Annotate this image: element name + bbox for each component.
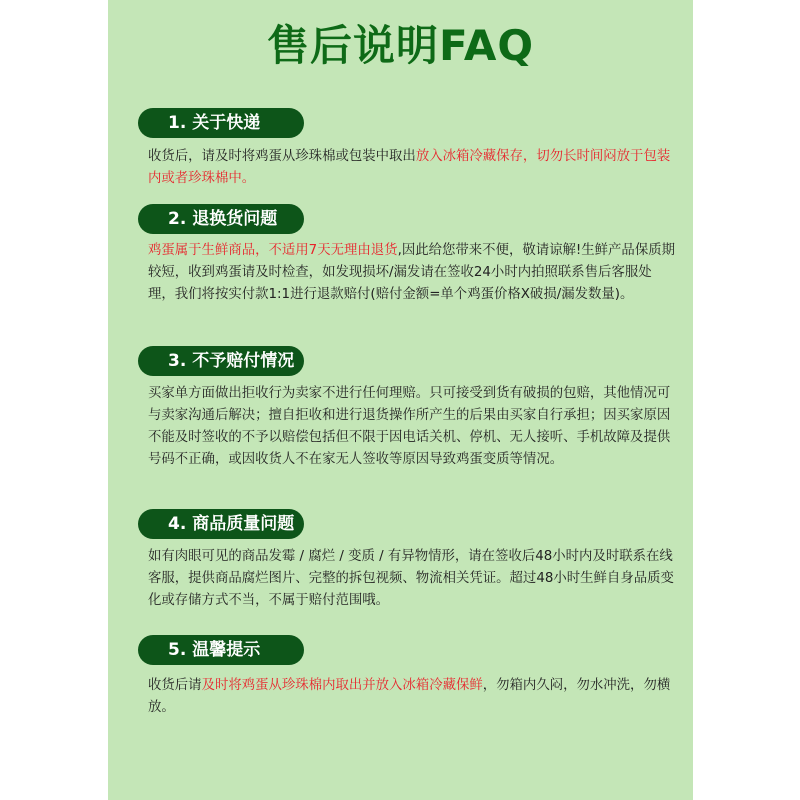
section-body-quality [148, 546, 676, 612]
section-body-express [148, 146, 676, 190]
body-text: 收货后请 [148, 678, 202, 693]
highlight-text: 鸡蛋属于生鲜商品，不适用7天无理由退货 [148, 243, 398, 258]
section-heading-tips: 5. 温馨提示 [138, 635, 304, 665]
section-heading-express: 1. 关于快递 [138, 108, 304, 138]
section-body-returns [148, 240, 676, 306]
faq-panel [108, 0, 693, 800]
section-heading-returns: 2. 退换货问题 [138, 204, 304, 234]
highlight-text: 放入冰箱冷藏保存，切勿长时间闷放于包装内或者珍珠棉中。 [148, 149, 671, 186]
section-body-tips [148, 675, 676, 719]
body-text: ,因此给您带来不便，敬请谅解!生鲜产品保质期较短，收到鸡蛋请及时检查，如发现损坏/漏发请在签收24小时内拍照联系售后客服处理，我们将按实付款1:1进行退款赔付(赔付金额=单个鸡蛋价格X破损/漏发数量)。 [148, 243, 675, 302]
body-text: 收货后，请及时将鸡蛋从珍珠棉或包装中取出 [148, 149, 416, 164]
section-heading-quality: 4. 商品质量问题 [138, 509, 304, 539]
body-text: 买家单方面做出拒收行为卖家不进行任何理赔。只可接受到货有破损的包赔，其他情况可与卖家沟通后解决；擅自拒收和进行退货操作所产生的后果由买家自行承担；因买家原因不能及时签收的不予以赔偿包括但不限于因电话关机、停机、无人接听、手机故障及提供号码不正确，或因收货人不在家无人签收等原因导致鸡蛋变质等情况。 [148, 386, 671, 467]
highlight-text: 及时将鸡蛋从珍珠棉内取出并放入冰箱冷藏保鲜 [201, 678, 483, 693]
body-text: 如有肉眼可见的商品发霉 / 腐烂 / 变质 / 有异物情形，请在签收后48小时内及时联系在线客服，提供商品腐烂图片、完整的拆包视频、物流相关凭证。超过48小时生鲜自身品质变化或存储方式不当，不属于赔付范围哦。 [148, 549, 674, 608]
section-heading-no-compensation: 3. 不予赔付情况 [138, 346, 304, 376]
page-title: 售后说明FAQ [266, 21, 535, 70]
body-text: ，勿箱内久闷，勿水冲洗，勿横放。 [148, 678, 671, 715]
section-body-no-compensation [148, 383, 676, 471]
